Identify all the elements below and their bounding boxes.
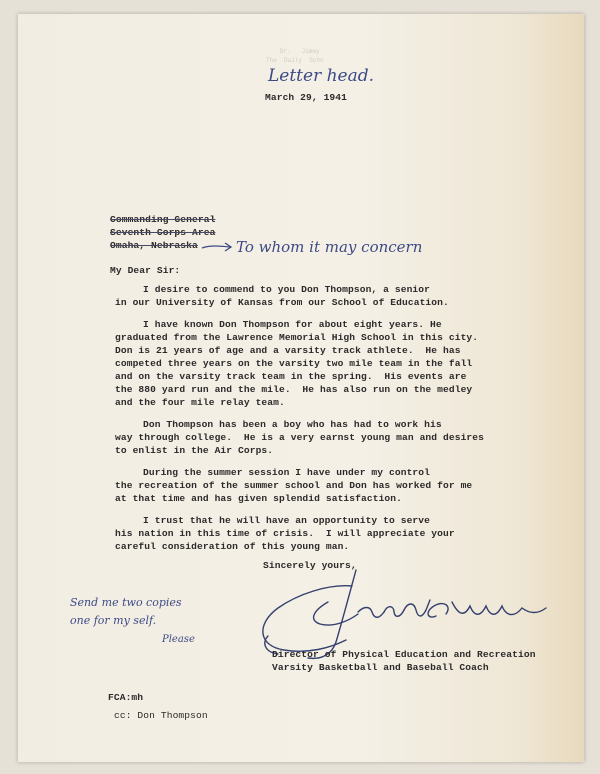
paragraph-line: I desire to commend to you Don Thompson, a senior	[143, 284, 431, 295]
address-line: Omaha, Nebraska	[110, 240, 198, 251]
letter-page	[18, 14, 584, 762]
paragraph-line: competed three years on the varsity two mile team in the fall	[115, 358, 473, 369]
handwritten-margin-note: Please	[162, 634, 195, 645]
paragraph-line: to enlist in the Air Corps.	[115, 445, 274, 456]
letter-date: March 29, 1941	[265, 92, 348, 103]
paragraph-line: the 880 yard run and the mile. He has also run on the medley	[115, 384, 473, 395]
handwritten-margin-note: Send me two copies	[70, 596, 182, 609]
paragraph-line: in our University of Kansas from our School of Education.	[115, 297, 449, 308]
address-line: Seventh Corps Area	[110, 227, 216, 238]
paragraph-line: Don Thompson has been a boy who has had to work his	[143, 419, 442, 430]
paragraph-line: careful consideration of this young man.	[115, 541, 350, 552]
paragraph-line: During the summer session I have under my control	[143, 467, 431, 478]
paragraph-line: graduated from the Lawrence Memorial High School in this city.	[115, 332, 479, 343]
handwritten-letterhead-note: Letter head.	[268, 66, 375, 86]
handwritten-margin-note: one for my self.	[70, 614, 157, 627]
cc-line: cc: Don Thompson	[114, 710, 208, 721]
paragraph-line: Don is 21 years of age and a varsity track athlete. He has	[115, 345, 461, 356]
paragraph-line: I trust that he will have an opportunity to serve	[143, 515, 431, 526]
signature-title-line: Director of Physical Education and Recreation	[272, 649, 536, 660]
bleed-through-text: The Daily Scho	[266, 57, 324, 64]
paragraph-line: the recreation of the summer school and Don has worked for me	[115, 480, 473, 491]
paragraph-line: and on the varsity track team in the spring. His events are	[115, 371, 467, 382]
address-line: Commanding General	[110, 214, 216, 225]
salutation: My Dear Sir:	[110, 265, 181, 276]
paragraph-line: I have known Don Thompson for about eight years. He	[143, 319, 442, 330]
paragraph-line: and the four mile relay team.	[115, 397, 285, 408]
typist-initials: FCA:mh	[108, 692, 144, 703]
handwritten-addressee-note: To whom it may concern	[236, 238, 423, 256]
paragraph-line: his nation in this time of crisis. I will appreciate your	[115, 528, 455, 539]
bleed-through-text: Dr. Jimmy	[280, 48, 320, 55]
signature-title-line: Varsity Basketball and Baseball Coach	[272, 662, 489, 673]
closing: Sincerely yours,	[263, 560, 357, 571]
paragraph-line: at that time and has given splendid satisfaction.	[115, 493, 403, 504]
handwritten-arrow-icon	[200, 240, 236, 254]
paragraph-line: way through college. He is a very earnst young man and desires	[115, 432, 485, 443]
